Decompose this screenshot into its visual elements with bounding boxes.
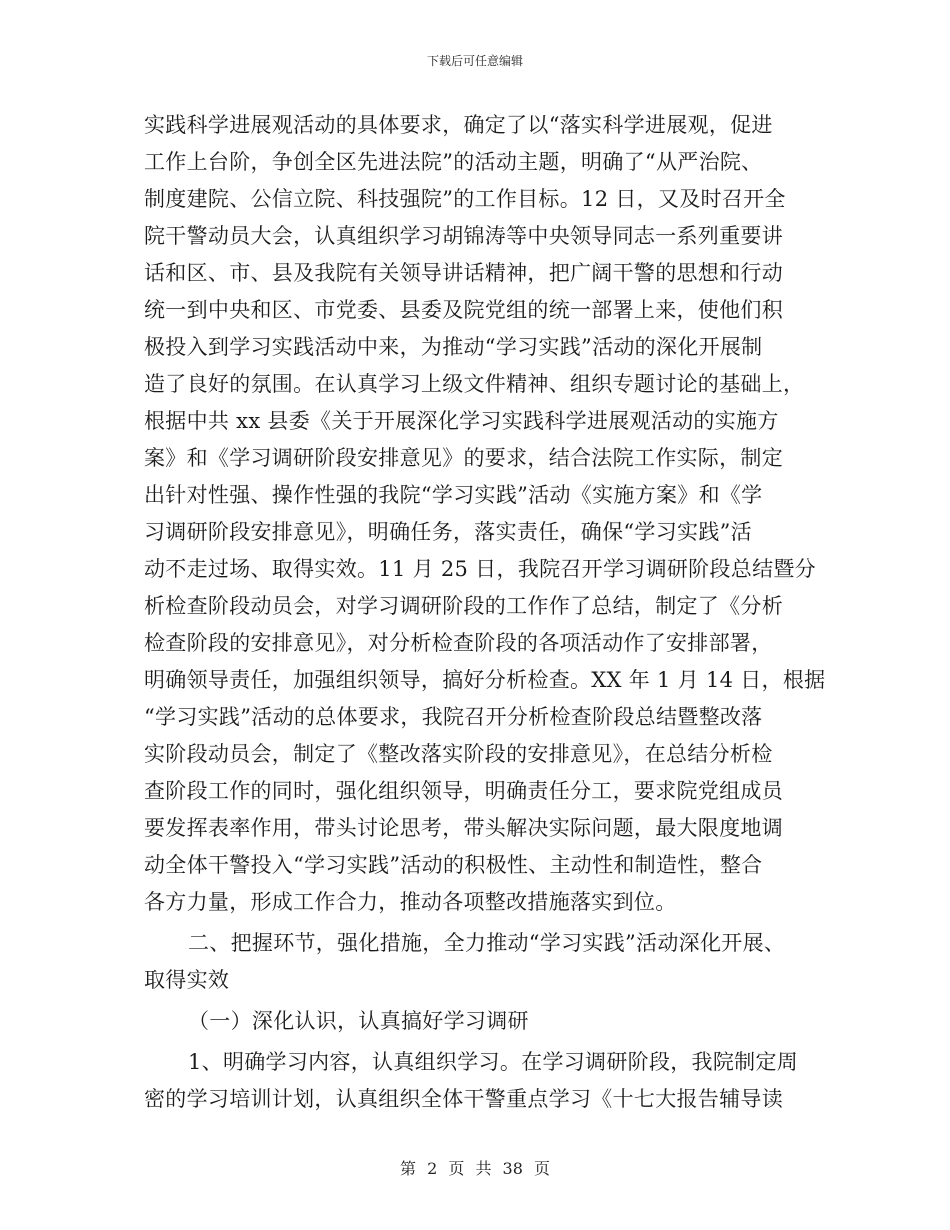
body-line: 实阶段动员会，制定了《整改落实阶段的安排意见》，在总结分析检 — [144, 742, 773, 766]
body-line: 析检查阶段动员会，对学习调研阶段的工作作了总结，制定了《分析 — [144, 594, 783, 618]
page-footer: 第 2 页 共 38 页 — [400, 1159, 550, 1178]
body-line: 各方力量，形成工作合力，推动各项整改措施落实到位。 — [144, 890, 677, 914]
body-line: 动全体干警投入“学习实践”活动的积极性、主动性和制造性，整合 — [144, 853, 763, 877]
body-line: 检查阶段的安排意见》，对分析检查阶段的各项活动作了安排部署， — [144, 631, 773, 655]
body-line: 制度建院、公信立院、科技强院”的工作目标。12 日，又及时召开全 — [144, 187, 786, 211]
subsection-heading: （一）深化认识，认真搞好学习调研 — [188, 1009, 529, 1033]
body-line: 造了良好的氛围。在认真学习上级文件精神、组织专题讨论的基础上， — [144, 372, 805, 396]
page-header: 下载后可任意编辑 — [426, 54, 523, 68]
body-line: “学习实践”活动的总体要求，我院召开分析检查阶段总结暨整改落 — [144, 705, 763, 729]
body-line: 要发挥表率作用，带头讨论思考，带头解决实际问题，最大限度地调 — [144, 816, 783, 840]
body-line: 话和区、市、县及我院有关领导讲话精神，把广阔干警的思想和行动 — [144, 261, 783, 285]
body-line: 工作上台阶，争创全区先进法院”的活动主题，明确了“从严治院、 — [144, 150, 763, 174]
body-line: 出针对性强、操作性强的我院“学习实践”活动《实施方案》和《学 — [144, 483, 763, 507]
body-line: 极投入到学习实践活动中来，为推动“学习实践”活动的深化开展制 — [144, 335, 763, 359]
body-line: 明确领导责任，加强组织领导，搞好分析检查。XX 年 1 月 14 日，根据 — [144, 668, 826, 692]
section-heading-continued: 取得实效 — [144, 968, 230, 992]
body-line: 动不走过场、取得实效。11 月 25 日，我院召开学习调研阶段总结暨分 — [144, 557, 816, 581]
body-line: 统一到中央和区、市党委、县委及院党组的统一部署上来，使他们积 — [144, 298, 783, 322]
body-line: 1、明确学习内容，认真组织学习。在学习调研阶段，我院制定周 — [188, 1050, 799, 1074]
body-line: 习调研阶段安排意见》，明确任务，落实责任，确保“学习实践”活 — [144, 520, 752, 544]
body-line: 院干警动员大会，认真组织学习胡锦涛等中央领导同志一系列重要讲 — [144, 224, 783, 248]
body-line: 根据中共 xx 县委《关于开展深化学习实践科学进展观活动的实施方 — [144, 409, 779, 433]
body-line: 案》和《学习调研阶段安排意见》的要求，结合法院工作实际，制定 — [144, 446, 783, 470]
body-line: 密的学习培训计划，认真组织全体干警重点学习《十七大报告辅导读 — [144, 1087, 783, 1111]
body-line: 实践科学进展观活动的具体要求，确定了以“落实科学进展观，促进 — [144, 113, 773, 137]
section-heading: 二、把握环节，强化措施，全力推动“学习实践”活动深化开展、 — [188, 931, 786, 955]
body-line: 查阶段工作的同时，强化组织领导，明确责任分工，要求院党组成员 — [144, 779, 783, 803]
